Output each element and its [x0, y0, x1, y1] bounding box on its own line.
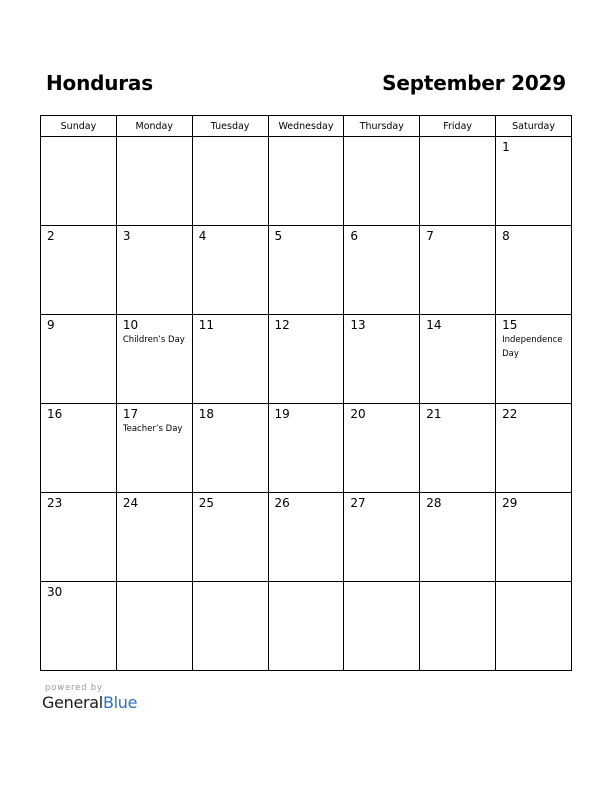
day-cell: [420, 404, 496, 493]
day-number: 8: [502, 229, 510, 243]
holiday-label: Teacher’s Day: [122, 424, 183, 434]
day-cell: [116, 315, 192, 404]
day-cell: [496, 226, 572, 315]
day-cell: [116, 493, 192, 582]
day-cell: [192, 315, 268, 404]
week-row: [41, 226, 572, 315]
day-cell: [268, 582, 344, 671]
day-number: 26: [274, 496, 290, 510]
day-number: 16: [47, 407, 63, 421]
day-cell: [420, 137, 496, 226]
day-number: 29: [502, 496, 518, 510]
day-cell: [41, 404, 117, 493]
day-cell: [41, 137, 117, 226]
day-cell: [41, 226, 117, 315]
generalblue-logo: [42, 693, 137, 712]
day-number: 23: [47, 496, 63, 510]
day-cell: [420, 315, 496, 404]
holiday-label: Independence Day: [502, 335, 563, 359]
day-cell: [116, 404, 192, 493]
holiday-label: Children’s Day: [122, 335, 185, 345]
week-row: [41, 137, 572, 226]
day-number: 7: [426, 229, 434, 243]
day-cell: [41, 582, 117, 671]
day-cell: [496, 493, 572, 582]
day-cell: [344, 493, 420, 582]
day-number: 30: [47, 585, 63, 599]
weekday-sunday: Sunday: [41, 116, 117, 137]
weekday-friday: Friday: [420, 116, 496, 137]
week-row: [41, 315, 572, 404]
day-cell: [268, 404, 344, 493]
day-cell: [41, 315, 117, 404]
day-cell: [420, 582, 496, 671]
brand-general: General: [42, 693, 103, 712]
day-cell: [116, 582, 192, 671]
day-number: 1: [502, 140, 510, 154]
country-title: Honduras: [46, 71, 153, 95]
day-cell: [116, 226, 192, 315]
day-number: 3: [122, 229, 131, 243]
day-cell: [41, 493, 117, 582]
weekday-saturday: Saturday: [496, 116, 572, 137]
day-number: 28: [426, 496, 442, 510]
day-cell: [192, 404, 268, 493]
day-cell: [116, 137, 192, 226]
day-cell: [192, 137, 268, 226]
day-number: 21: [426, 407, 442, 421]
weekday-tuesday: Tuesday: [192, 116, 268, 137]
day-number: 27: [350, 496, 366, 510]
month-year-title: September 2029: [382, 71, 566, 95]
day-cell: [496, 137, 572, 226]
weekday-header-row: [41, 116, 572, 137]
day-number: 11: [198, 318, 214, 332]
day-cell: [496, 582, 572, 671]
day-cell: [268, 137, 344, 226]
weekday-monday: Monday: [116, 116, 192, 137]
day-number: 5: [274, 229, 283, 243]
day-cell: [420, 493, 496, 582]
powered-by-label: powered by: [45, 683, 103, 693]
calendar-body: [41, 137, 572, 671]
day-number: 20: [350, 407, 366, 421]
day-cell: [268, 315, 344, 404]
weekday-thursday: Thursday: [344, 116, 420, 137]
day-number: 19: [274, 407, 290, 421]
day-number: 12: [274, 318, 290, 332]
week-row: [41, 404, 572, 493]
calendar-grid: [40, 115, 572, 671]
day-cell: [192, 226, 268, 315]
day-number: 14: [426, 318, 442, 332]
day-cell: [344, 137, 420, 226]
day-cell: [268, 493, 344, 582]
day-number: 10: [122, 318, 139, 332]
day-cell: [344, 315, 420, 404]
brand-blue: Blue: [102, 693, 138, 712]
day-cell: [192, 493, 268, 582]
week-row: [41, 493, 572, 582]
day-number: 22: [502, 407, 518, 421]
day-number: 18: [198, 407, 214, 421]
day-cell: [496, 404, 572, 493]
day-number: 6: [350, 229, 359, 243]
day-cell: [496, 315, 572, 404]
day-cell: [344, 404, 420, 493]
day-number: 9: [47, 318, 55, 332]
day-number: 15: [502, 318, 518, 332]
week-row: [41, 582, 572, 671]
weekday-wednesday: Wednesday: [268, 116, 344, 137]
day-number: 13: [350, 318, 366, 332]
day-number: 17: [122, 407, 139, 421]
day-cell: [344, 226, 420, 315]
day-number: 2: [47, 229, 55, 243]
day-cell: [192, 582, 268, 671]
day-cell: [268, 226, 344, 315]
day-cell: [420, 226, 496, 315]
day-cell: [344, 582, 420, 671]
day-number: 25: [198, 496, 214, 510]
day-number: 4: [198, 229, 207, 243]
day-number: 24: [122, 496, 139, 510]
